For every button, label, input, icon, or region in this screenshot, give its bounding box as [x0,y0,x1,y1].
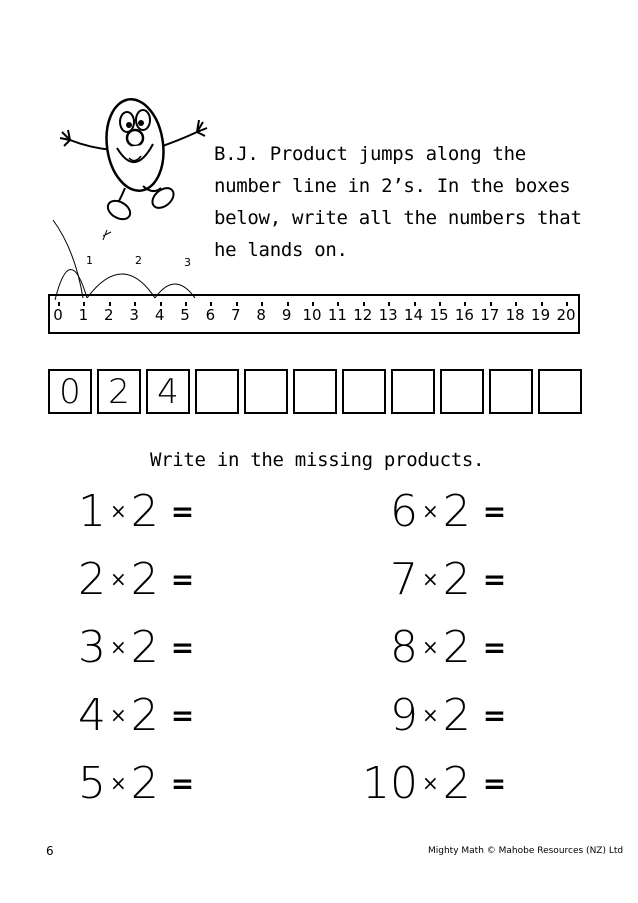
answer-box[interactable] [293,369,337,414]
equation-op: × [422,567,439,591]
number-line-label: 20 [556,306,576,324]
equation-row [62,690,254,740]
number-line-label: 0 [53,306,63,324]
product-answer-space[interactable] [506,695,566,735]
answer-box[interactable]: 0 [48,369,92,414]
number-line-label: 18 [505,306,525,324]
answer-box[interactable] [440,369,484,414]
number-line-label: 6 [205,306,216,324]
equation-row [362,554,566,604]
equation-b: 2 [130,553,159,605]
product-answer-space[interactable] [506,763,566,803]
equation-row [62,622,254,672]
number-line-label: 2 [104,306,114,324]
equation-op: × [110,567,127,591]
answer-box[interactable] [244,369,288,414]
instruction-text: B.J. Product jumps along the number line in 2’s. In the boxes below, write all the numbers that he lands on. [214,143,582,261]
equation-b: 2 [130,757,159,809]
equation-op: × [422,635,439,659]
number-line-label: 5 [180,306,190,324]
equation-eq: = [482,766,507,800]
product-answer-space[interactable] [194,763,254,803]
equation-a: 7 [390,553,418,605]
equation-a: 1 [78,485,106,537]
number-line-label: 1 [78,306,89,324]
number-line-label: 19 [531,306,551,324]
equation-a: 4 [78,689,106,741]
answer-box[interactable]: 4 [146,369,190,414]
equation-a: 2 [78,553,106,605]
number-line-label: 10 [302,306,322,324]
number-line-label: 11 [327,306,347,324]
equation-eq: = [482,630,507,664]
equation-row [362,690,566,740]
equation-row [62,486,254,536]
equation-b: 2 [130,621,159,673]
number-line-label: 17 [480,306,500,324]
equation-eq: = [170,698,195,732]
number-line-label: 3 [129,306,139,324]
equation-a: 6 [390,485,418,537]
equation-row [62,554,254,604]
equation-b: 2 [442,689,471,741]
product-answer-space[interactable] [194,491,254,531]
equation-op: × [110,771,127,795]
equation-eq: = [482,494,507,528]
missing-products-title: Write in the missing products. [150,449,485,471]
number-line-label: 8 [256,306,266,324]
answer-box[interactable]: 2 [97,369,141,414]
equation-a: 3 [78,621,106,673]
jump-label-2: 2 [135,254,142,267]
number-line-label: 9 [281,306,292,324]
number-line-label: 13 [378,306,398,324]
equation-op: × [422,703,439,727]
product-answer-space[interactable] [506,559,566,599]
number-line-label: 14 [404,306,424,324]
number-line-label: 16 [454,306,474,324]
number-line-label: 15 [429,306,449,324]
equation-eq: = [482,698,507,732]
page-number: 6 [46,844,54,858]
equation-b: 2 [130,485,159,537]
answer-box[interactable] [342,369,386,414]
equation-row [362,622,566,672]
answer-box[interactable] [391,369,435,414]
equation-eq: = [170,630,195,664]
equation-op: × [110,703,127,727]
product-answer-space[interactable] [194,559,254,599]
equation-row [362,486,566,536]
equation-b: 2 [442,621,471,673]
equation-op: × [422,499,439,523]
equation-b: 2 [130,689,159,741]
jump-label-1: 1 [86,254,93,267]
equation-b: 2 [442,757,471,809]
equation-eq: = [170,766,195,800]
equation-op: × [422,771,439,795]
number-line-label: 7 [231,306,241,324]
equation-a: 10 [362,757,418,809]
product-answer-space[interactable] [194,627,254,667]
number-line-label: 4 [154,306,165,324]
equation-b: 2 [442,485,471,537]
equation-a: 8 [390,621,418,673]
equation-op: × [110,499,127,523]
product-answer-space[interactable] [506,627,566,667]
equation-row [362,758,566,808]
equation-eq: = [170,494,195,528]
equation-b: 2 [442,553,471,605]
equation-a: 5 [78,757,106,809]
jump-label-3: 3 [184,256,191,269]
equation-eq: = [482,562,507,596]
answer-box[interactable] [538,369,582,414]
product-answer-space[interactable] [506,491,566,531]
number-line [48,294,580,334]
number-line-label: 12 [353,306,373,324]
equation-op: × [110,635,127,659]
answer-box[interactable] [489,369,533,414]
footer-credit: Mighty Math © Mahobe Resources (NZ) Ltd [428,846,624,856]
product-answer-space[interactable] [194,695,254,735]
answer-box[interactable] [195,369,239,414]
equation-row [62,758,254,808]
equation-eq: = [170,562,195,596]
equation-a: 9 [390,689,418,741]
